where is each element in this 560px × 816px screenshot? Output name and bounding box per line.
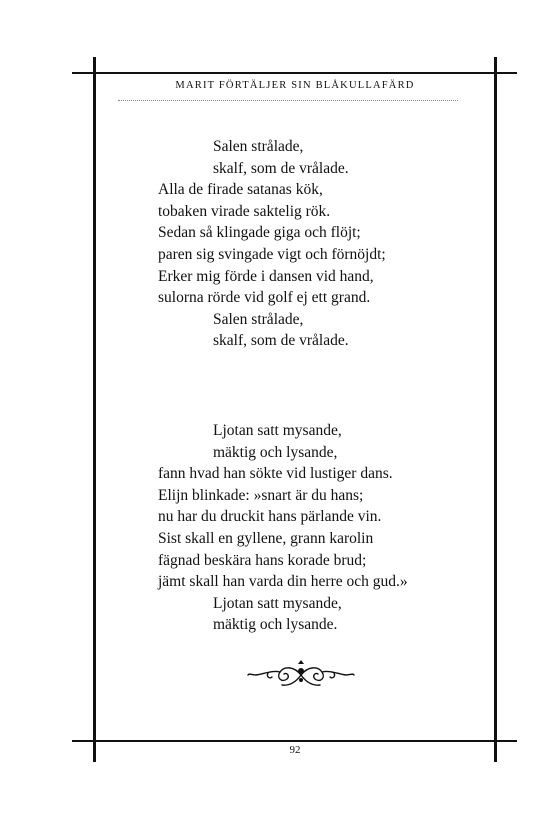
poem-line: Sist skall en gyllene, grann karolin	[158, 529, 374, 547]
header-divider	[118, 100, 458, 101]
poem-line: fägnad beskära hans korade brud;	[158, 551, 367, 569]
page-number: 92	[289, 744, 301, 756]
poem-line: skalf, som de vrålade.	[213, 332, 349, 350]
poem-line: mäktig och lysande,	[213, 443, 338, 461]
poem-line: fann hvad han sökte vid lustiger dans.	[158, 465, 393, 483]
floral-vignette-icon	[246, 658, 356, 692]
poem-line: tobaken virade saktelig rök.	[158, 202, 331, 220]
poem-line: Sedan så klingade giga och flöjt;	[158, 224, 361, 242]
poem-line: Erker mig förde i dansen vid hand,	[158, 267, 374, 285]
poem-line: Salen strålade,	[213, 310, 304, 328]
poem-line: paren sig svingade vigt och förnöjdt;	[158, 245, 386, 263]
frame-left-rule	[93, 57, 96, 762]
poem-line: sulorna rörde vid golf ej ett grand.	[158, 289, 371, 307]
poem-line: nu har du druckit hans pärlande vin.	[158, 508, 382, 526]
frame-top-rule	[72, 72, 517, 74]
poem-line: Salen strålade,	[213, 138, 304, 155]
frame-bottom-rule	[72, 740, 517, 742]
poem-stanza-1	[158, 136, 386, 352]
poem-stanza-2	[158, 420, 408, 636]
poem-line: Alla de firade satanas kök,	[158, 181, 323, 199]
poem-line: Elijn blinkade: »snart är du hans;	[158, 486, 364, 504]
poem-line: mäktig och lysande.	[213, 616, 338, 634]
poem-line: Ljotan satt mysande,	[213, 594, 342, 612]
running-head: MARIT FÖRTÄLJER SIN BLÅKULLAFÄRD	[175, 80, 415, 91]
poem-line: skalf, som de vrålade.	[213, 159, 349, 177]
frame-right-rule	[494, 57, 497, 762]
poem-line: jämt skall han varda din herre och gud.»	[158, 573, 408, 591]
poem-line: Ljotan satt mysande,	[213, 422, 342, 439]
